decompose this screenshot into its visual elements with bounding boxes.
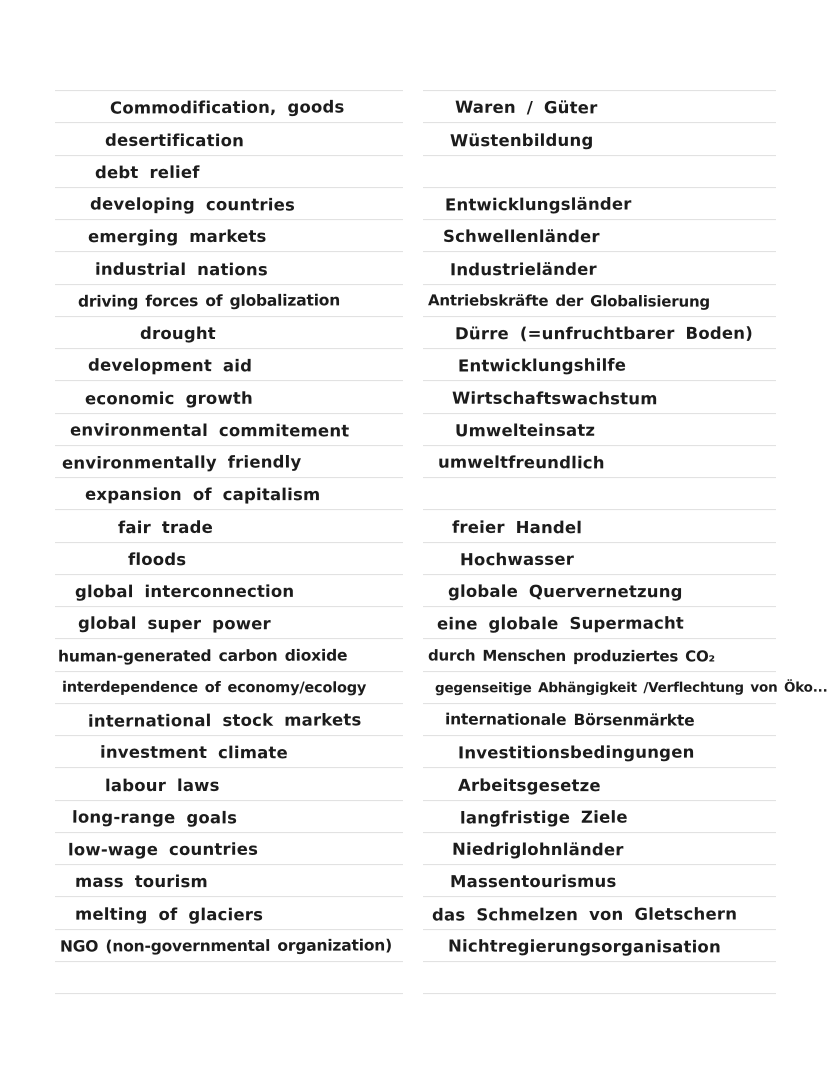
vocab-term-en: drought: [139, 323, 216, 344]
rule-line: [55, 90, 403, 91]
vocab-term-en: development aid: [87, 355, 253, 376]
vocab-term-de: globale Quervernetzung: [447, 581, 683, 602]
vocab-term-de: Hochwasser: [459, 549, 575, 570]
vocab-term-en: mass tourism: [74, 872, 208, 892]
vocab-term-en: long-range goals: [71, 807, 238, 828]
vocab-term-en: Commodification, goods: [109, 97, 345, 118]
rule-line: [423, 187, 776, 188]
rule-line: [423, 864, 776, 865]
rule-line: [423, 896, 776, 897]
rule-line: [55, 122, 403, 123]
rule-line: [55, 187, 403, 188]
rule-line: [423, 284, 776, 285]
vocab-term-de: Wüstenbildung: [449, 130, 594, 150]
rule-line: [55, 993, 403, 994]
vocab-term-en: desertification: [104, 130, 245, 150]
vocab-term-de: Wirtschaftswachstum: [451, 388, 658, 408]
vocab-term-en: human-generated carbon dioxide: [57, 645, 348, 666]
rule-line: [423, 993, 776, 994]
vocab-term-de: Niedriglohnländer: [451, 839, 624, 860]
rule-line: [55, 445, 403, 446]
vocab-term-en: environmental commitement: [69, 420, 350, 441]
rule-line: [55, 348, 403, 349]
rule-line: [55, 896, 403, 897]
rule-line: [423, 413, 776, 414]
vocab-term-en: environmentally friendly: [61, 452, 302, 473]
vocab-term-en: floods: [127, 549, 187, 569]
vocab-term-en: low-wage countries: [67, 839, 259, 860]
rule-line: [55, 542, 403, 543]
rule-line: [423, 477, 776, 478]
rule-line: [423, 929, 776, 930]
rule-line: [55, 735, 403, 736]
vocab-term-de: das Schmelzen von Gletschern: [431, 903, 738, 925]
rule-line: [55, 155, 403, 156]
rule-line: [423, 122, 776, 123]
vocab-term-en: international stock markets: [87, 710, 362, 731]
rule-line: [423, 348, 776, 349]
rule-line: [423, 445, 776, 446]
vocab-term-de: Massentourismus: [449, 872, 617, 892]
vocab-term-de: gegenseitige Abhängigkeit /Verflechtung von Öko...: [434, 679, 828, 697]
rule-line: [55, 961, 403, 962]
rule-line: [423, 832, 776, 833]
vocab-term-en: emerging markets: [87, 227, 267, 247]
rule-line: [55, 864, 403, 865]
vocab-term-de: eine globale Supermacht: [436, 613, 685, 634]
rule-line: [423, 961, 776, 962]
rule-line: [55, 574, 403, 575]
vocab-term-en: interdependence of economy/ecology: [61, 679, 367, 697]
rule-line: [423, 735, 776, 736]
vocab-term-en: driving forces of globalization: [77, 291, 341, 311]
vocab-term-de: Arbeitsgesetze: [457, 775, 601, 795]
rule-line: [423, 509, 776, 510]
vocab-term-en: NGO (non-governmental organization): [59, 936, 393, 956]
vocab-term-de: durch Menschen produziertes CO₂: [427, 645, 715, 666]
vocab-term-de: langfristige Ziele: [459, 807, 628, 828]
rule-line: [55, 219, 403, 220]
vocab-term-en: industrial nations: [94, 259, 268, 279]
rule-line: [423, 767, 776, 768]
rule-line: [55, 251, 403, 252]
rule-line: [423, 155, 776, 156]
rule-line: [55, 832, 403, 833]
vocab-term-en: investment climate: [99, 742, 288, 763]
vocab-term-de: Umwelteinsatz: [454, 420, 596, 440]
vocab-term-en: developing countries: [89, 194, 296, 215]
rule-line: [423, 380, 776, 381]
vocab-term-de: Waren / Güter: [454, 97, 598, 118]
rule-line: [423, 251, 776, 252]
vocab-term-de: Entwicklungshilfe: [457, 355, 627, 376]
vocab-term-de: Schwellenländer: [442, 227, 600, 247]
rule-line: [55, 316, 403, 317]
vocab-term-en: economic growth: [84, 388, 253, 408]
rule-line: [55, 477, 403, 478]
rule-line: [423, 542, 776, 543]
rule-line: [55, 284, 403, 285]
vocab-term-de: Entwicklungsländer: [444, 194, 632, 215]
rule-line: [55, 413, 403, 414]
rule-line: [55, 606, 403, 607]
rule-line: [55, 671, 403, 672]
rule-line: [423, 800, 776, 801]
rule-line: [423, 90, 776, 91]
rule-line: [423, 219, 776, 220]
rule-line: [55, 380, 403, 381]
vocab-term-de: Nichtregierungsorganisation: [447, 936, 721, 957]
vocab-term-en: fair trade: [117, 517, 214, 537]
rule-line: [55, 929, 403, 930]
vocab-term-de: Dürre (=unfruchtbarer Boden): [454, 323, 753, 344]
rule-line: [55, 767, 403, 768]
rule-line: [55, 703, 403, 704]
vocab-term-en: global interconnection: [74, 581, 295, 602]
vocab-term-en: melting of glaciers: [74, 904, 264, 924]
vocab-term-de: internationale Börsenmärkte: [444, 710, 695, 730]
vocab-term-de: Industrieländer: [449, 259, 597, 279]
rule-line: [55, 509, 403, 510]
rule-line: [55, 638, 403, 639]
vocab-term-de: Investitionsbedingungen: [457, 742, 695, 763]
rule-line: [423, 671, 776, 672]
rule-line: [423, 638, 776, 639]
vocab-term-de: Antriebskräfte der Globalisierung: [427, 291, 711, 311]
vocab-term-en: expansion of capitalism: [84, 485, 321, 505]
vocab-term-de: freier Handel: [451, 517, 583, 537]
vocab-term-en: labour laws: [104, 775, 220, 795]
vocab-term-de: umweltfreundlich: [437, 452, 605, 473]
rule-line: [55, 800, 403, 801]
vocab-term-en: global super power: [77, 613, 271, 634]
rule-line: [423, 574, 776, 575]
rule-line: [423, 606, 776, 607]
vocab-term-en: debt relief: [94, 162, 200, 182]
rule-line: [423, 703, 776, 704]
rule-line: [423, 316, 776, 317]
